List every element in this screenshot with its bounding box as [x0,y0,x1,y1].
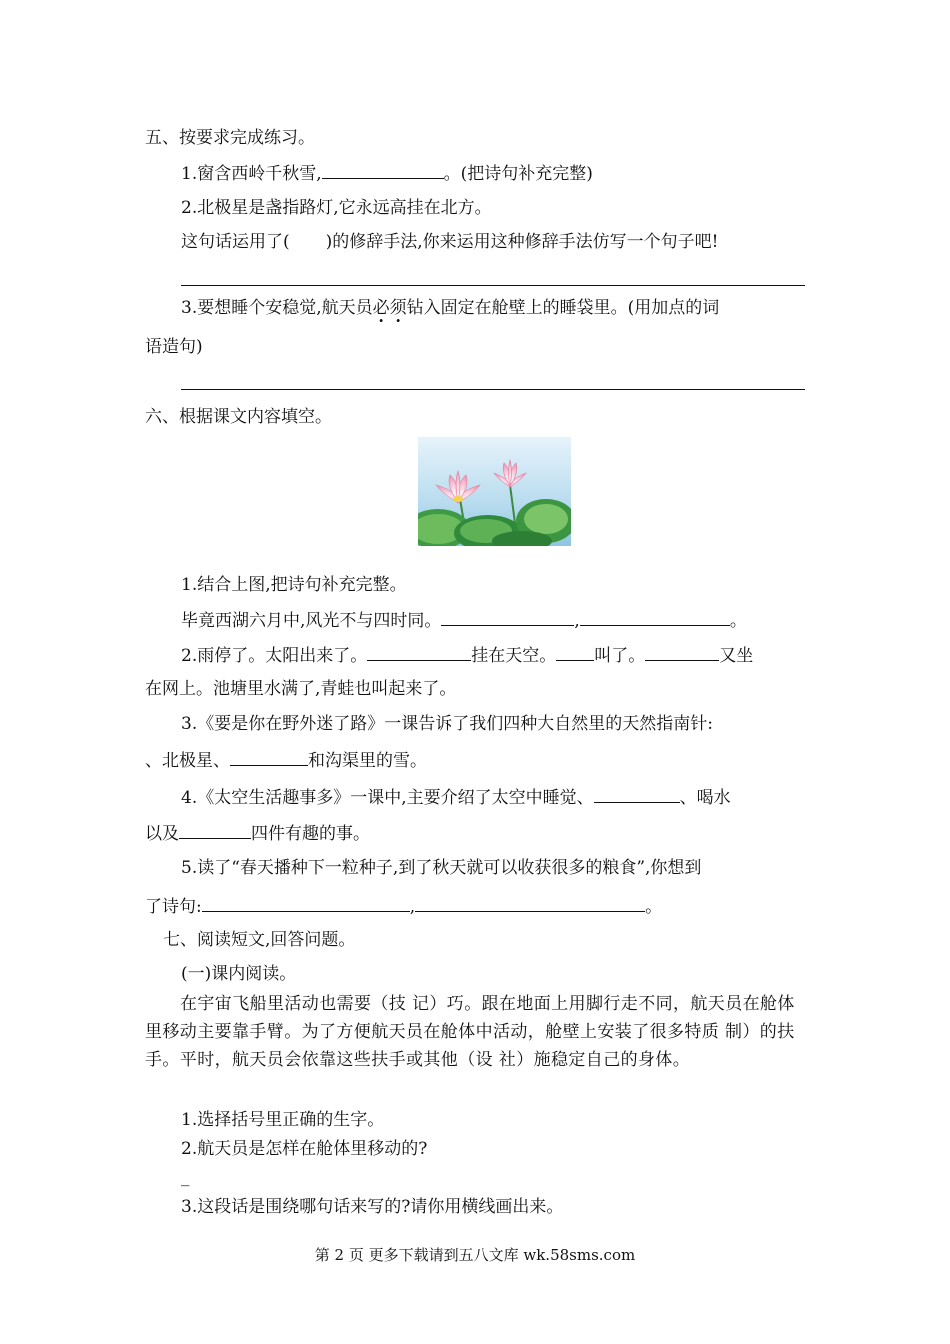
s5-q3-dotted-char-1: 必 [372,298,390,318]
s6-q4-blank-1[interactable] [594,784,680,803]
s5-question-1 [181,160,593,186]
s5-q2-instruction-a: 这句话运用了( [181,232,290,252]
section5-heading: 五、按要求完成练习。 [145,128,315,148]
s6-q5-line2-a: 了诗句: [145,897,202,917]
s7-q2-answer[interactable]: _ [181,1167,190,1187]
s5-q2-instruction-b: )的修辞手法,你来运用这种修辞手法仿写一个句子吧! [325,232,719,252]
s6-q5-blank-1[interactable] [202,893,410,912]
s5-q3-continuation: 语造句) [145,337,203,357]
s5-q3-a: 3.要想睡个安稳觉,航天员 [181,298,373,318]
s6-q4-line2-a: 以及 [145,824,179,844]
s6-q2-continuation: 在网上。池塘里水满了,青蛙也叫起来了。 [145,679,457,699]
s6-q3-text: 3.《要是你在野外迷了路》一课告诉了我们四种大自然里的天然指南针: [181,714,713,734]
s6-q2-d: 又坐 [719,646,754,666]
s6-question-4 [181,784,731,810]
s7-q2: 2.航天员是怎样在舱体里移动的? [181,1139,428,1159]
s5-q1-suffix: 。(把诗句补充完整) [443,164,593,184]
s6-question-2 [181,642,753,668]
s6-q1-poem-a: 毕竟西湖六月中,风光不与四时同。 [181,611,442,631]
s6-q2-b: 挂在天空。 [471,646,557,666]
s6-q2-blank-3[interactable] [645,642,719,661]
s6-q2-c: 叫了。 [594,646,646,666]
s5-q3-b: 钻入固定在舱壁上的睡袋里。(用加点的词 [406,298,720,318]
s5-q2-text: 2.北极星是盏指路灯,它永远高挂在北方。 [181,198,492,218]
s5-question-3 [181,296,719,320]
s7-passage: 在宇宙飞船里活动也需要（技 记）巧。跟在地面上用脚行走不同，航天员在舱体里移动主要靠手臂。为了方便航天员在舱体中活动，舱壁上安装了很多特质 制）的扶手。平时，航天员会依靠这些扶手或其他（设 社）施稳定自己的身体。 [145,994,795,1070]
s6-q5-blank-2[interactable] [415,893,645,912]
s5-q3-dotted-char-2: 须 [389,298,407,318]
s6-q1-blank-2[interactable] [580,607,730,626]
s5-q1-blank[interactable] [322,160,444,179]
section6-heading: 六、根据课文内容填空。 [145,407,332,427]
section7-heading: 七、阅读短文,回答问题。 [163,930,356,950]
lotus-flowers-icon [418,437,571,546]
s6-q4-blank-2[interactable] [179,820,251,839]
s6-q1-poem-comma: , [574,611,580,631]
s7-q3: 3.这段话是围绕哪句话来写的?请你用横线画出来。 [181,1197,564,1217]
s6-q3-continuation [145,747,427,773]
s6-q3-line2-b: 和沟渠里的雪。 [308,751,427,771]
s6-q5-comma: , [409,897,416,917]
s6-q5-text: 5.读了“春天播种下一粒种子,到了秋天就可以收获很多的粮食”,你想到 [181,858,702,878]
s6-q1-poem-end: 。 [729,611,747,631]
s6-q5-continuation [145,893,662,919]
s7-subheading: (一)课内阅读。 [181,964,297,984]
s6-q4-line2-b: 四件有趣的事。 [251,824,370,844]
s6-q2-blank-1[interactable] [367,642,471,661]
s5-q2-instruction [181,230,719,254]
s6-q1-text: 1.结合上图,把诗句补充完整。 [181,575,407,595]
s6-q2-blank-2[interactable] [556,642,594,661]
s6-q3-line2-a: 、北极星、 [145,751,230,771]
page-footer: 第 2 页 更多下载请到五八文库 wk.58sms.com [314,1246,636,1264]
s6-q1-poem [181,607,747,633]
s5-q3-answer-line[interactable] [181,389,805,390]
s6-q2-a: 2.雨停了。太阳出来了。 [181,646,368,666]
s5-q1-prefix: 1.窗含西岭千秋雪, [181,164,322,184]
s6-q5-end: 。 [645,897,663,917]
s5-q2-answer-line[interactable] [181,285,805,286]
lotus-image [418,437,571,546]
s6-q4-b: 、喝水 [679,788,731,808]
s6-q4-a: 4.《太空生活趣事多》一课中,主要介绍了太空中睡觉、 [181,788,594,808]
s6-q1-blank-1[interactable] [441,607,574,626]
s7-q1: 1.选择括号里正确的生字。 [181,1110,385,1130]
s6-q3-blank[interactable] [230,747,308,766]
s6-q4-continuation [145,820,370,846]
